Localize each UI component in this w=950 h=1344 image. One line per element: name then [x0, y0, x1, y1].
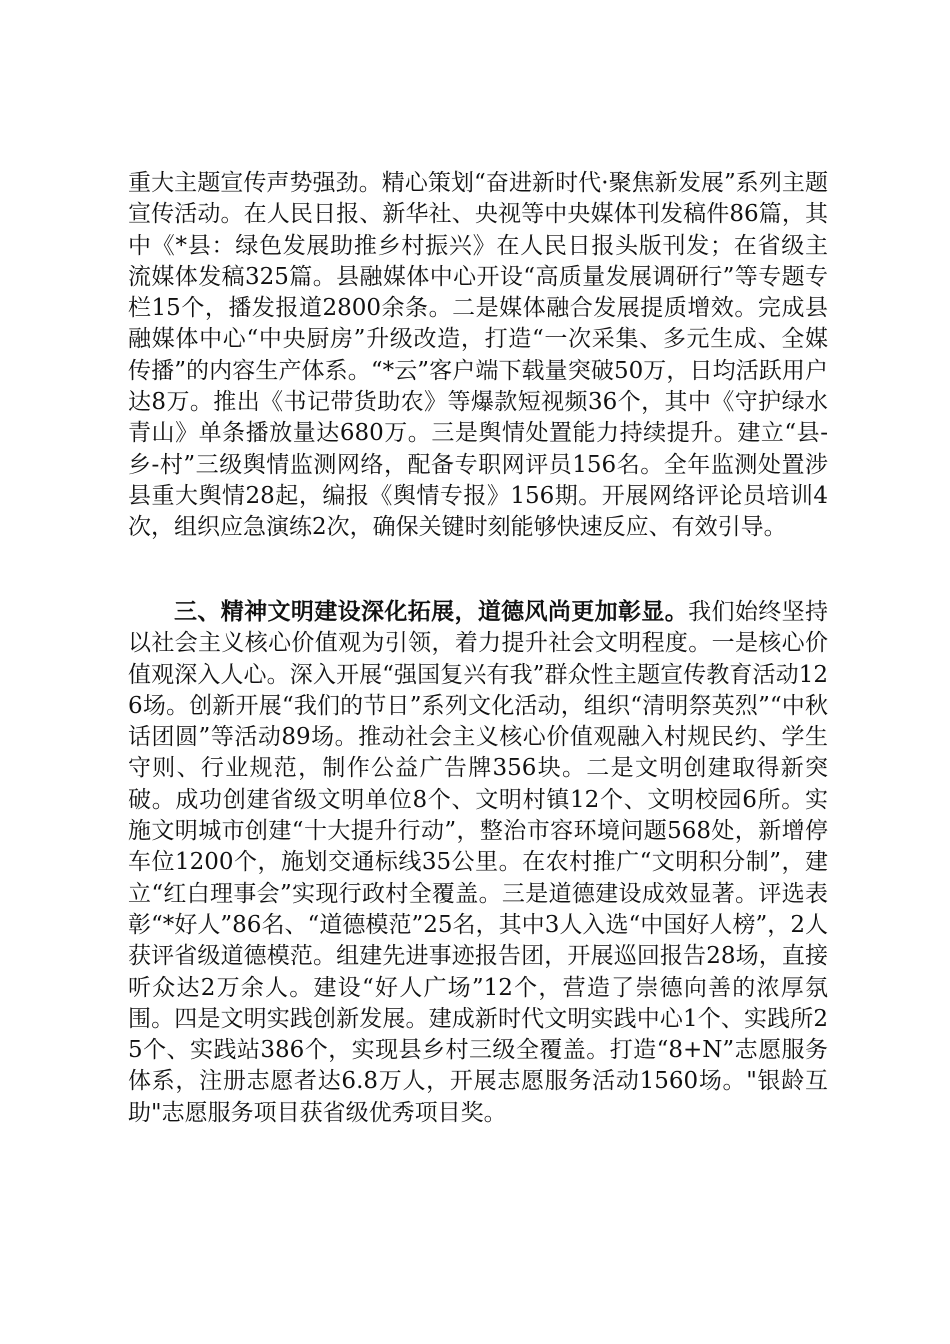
- section-paragraph: [128, 596, 828, 1129]
- section-body-text: 我们始终坚持以社会主义核心价值观为引领，着力提升社会文明程度。一是核心价值观深入人心。深入开展“强国复兴有我”群众性主题宣传教育活动126场。创新开展“我们的节日”系列文化活动，组织“清明祭英烈”“中秋话团圆”等活动89场。推动社会主义核心价值观融入村规民约、学生守则、行业规范，制作公益广告牌356块。二是文明创建取得新突破。成功创建省级文明单位8个、文明村镇12个、文明校园6所。实施文明城市创建“十大提升行动”，整治市容环境问题568处，新增停车位1200个，施划交通标线35公里。在农村推广“文明积分制”，建立“红白理事会”实现行政村全覆盖。三是道德建设成效显著。评选表彰“*好人”86名、“道德模范”25名，其中3人入选“中国好人榜”，2人获评省级道德模范。组建先进事迹报告团，开展巡回报告28场，直接听众达2万余人。建设“好人广场”12个，营造了崇德向善的浓厚氛围。四是文明实践创新发展。建成新时代文明实践中心1个、实践所25个、实践站386个，实现县乡村三级全覆盖。打造“8+N”志愿服务体系，注册志愿者达6.8万人，开展志愿服务活动1560场。"银龄互助"志愿服务项目获省级优秀项目奖。: [128, 599, 829, 1126]
- section-heading: 三、精神文明建设深化拓展，道德风尚更加彰显。: [174, 598, 689, 625]
- body-paragraph: 重大主题宣传声势强劲。精心策划“奋进新时代·聚焦新发展”系列主题宣传活动。在人民日报、新华社、央视等中央媒体刊发稿件86篇，其中《*县：绿色发展助推乡村振兴》在人民日报头版刊发；在省级主流媒体发稿325篇。县融媒体中心开设“高质量发展调研行”等专题专栏15个，播发报道2800余条。二是媒体融合发展提质增效。完成县融媒体中心“中央厨房”升级改造，打造“一次采集、多元生成、全媒传播”的内容生产体系。“*云”客户端下载量突破50万，日均活跃用户达8万。推出《书记带货助农》等爆款短视频36个，其中《守护绿水青山》单条播放量达680万。三是舆情处置能力持续提升。建立“县-乡-村”三级舆情监测网络，配备专职网评员156名。全年监测处置涉县重大舆情28起，编报《舆情专报》156期。开展网络评论员培训4次，组织应急演练2次，确保关键时刻能够快速反应、有效引导。: [128, 170, 828, 541]
